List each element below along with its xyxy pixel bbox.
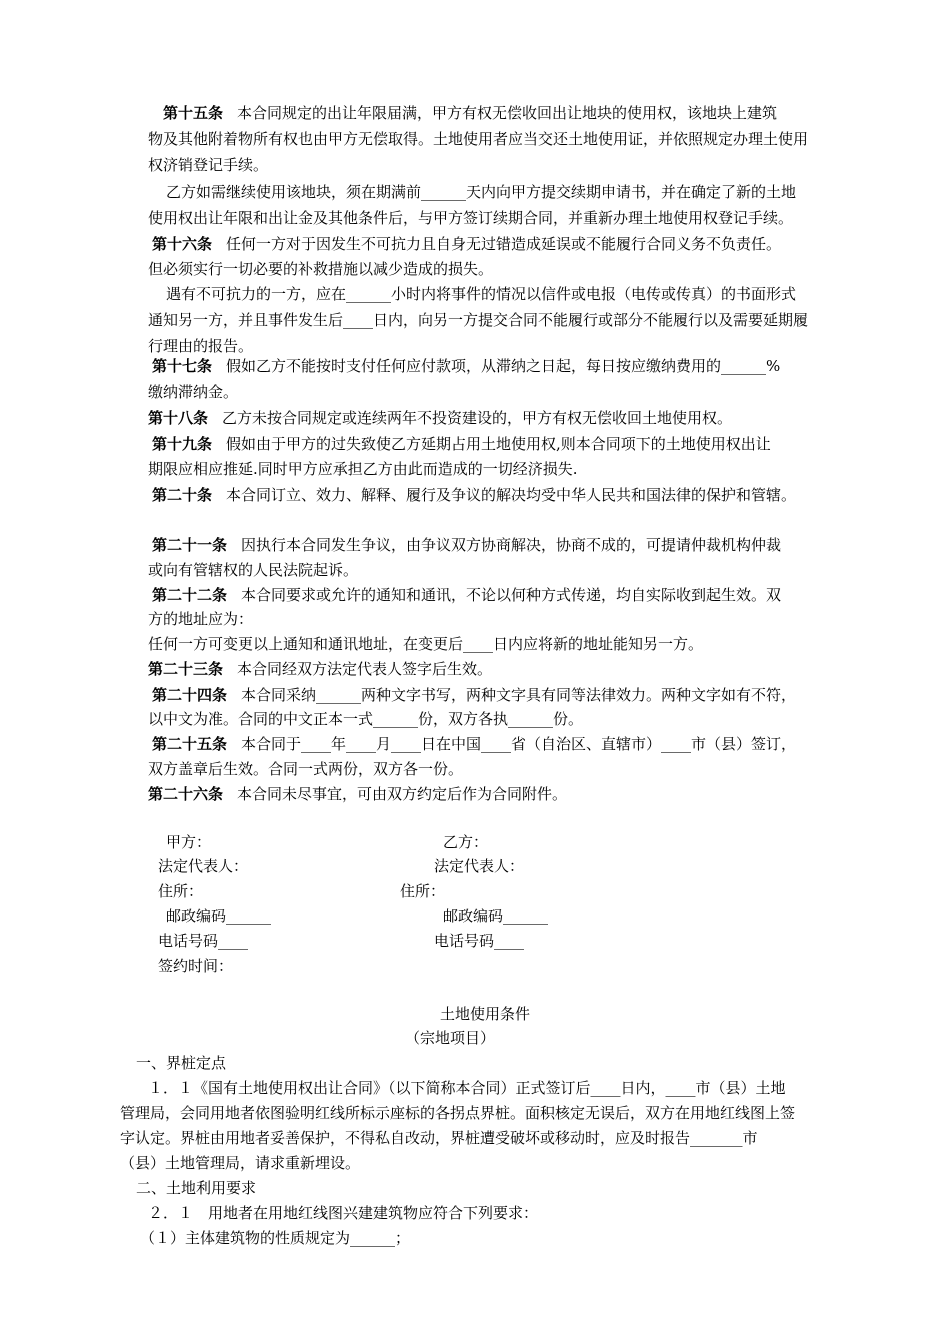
clause-22-title: 第二十二条 bbox=[152, 586, 228, 604]
party-a-phone: 电话号码____ bbox=[158, 932, 249, 950]
clause-21-line-2: 或向有管辖权的人民法院起诉。 bbox=[148, 561, 359, 579]
clause-17-line-2: 缴纳滞纳金。 bbox=[148, 383, 239, 401]
clause-24-line-2: 以中文为准。合同的中文正本一式______份，双方各执______份。 bbox=[148, 710, 584, 728]
clause-26-line-1: 第二十六条 本合同未尽事宜，可由双方约定后作为合同附件。 bbox=[148, 785, 568, 803]
party-b-label: 乙方： bbox=[443, 833, 489, 851]
clause-15b-line-2: 使用权出让年限和出让金及其他条件后，与甲方签订续期合同，并重新办理土地使用权登记手续。 bbox=[148, 209, 794, 227]
party-a-label: 甲方： bbox=[166, 833, 212, 851]
clause-19-line-1: 第十九条 假如由于甲方的过失致使乙方延期占用土地使用权,则本合同项下的土地使用权出让 bbox=[152, 435, 771, 453]
annex-section-2-heading: 二、土地利用要求 bbox=[136, 1179, 257, 1197]
clause-21-line-1: 第二十一条 因执行本合同发生争议，由争议双方协商解决，协商不成的，可提请仲裁机构仲裁 bbox=[152, 536, 782, 554]
clause-21-title: 第二十一条 bbox=[152, 536, 228, 554]
clause-25-line-1: 第二十五条 本合同于____年____月____日在中国____省（自治区、直辖市）____市（县）签订， bbox=[152, 735, 797, 753]
annex-1-1-line-4: （县）土地管理局，请求重新埋设。 bbox=[120, 1154, 361, 1172]
clause-25-title: 第二十五条 bbox=[152, 735, 228, 753]
clause-23-title: 第二十三条 bbox=[148, 660, 224, 678]
clause-15b-line-1: 乙方如需继续使用该地块，须在期满前______天内向甲方提交续期申请书，并在确定了新的土地 bbox=[166, 183, 797, 201]
party-b-address: 住所： bbox=[400, 882, 446, 900]
party-b-postcode: 邮政编码______ bbox=[443, 907, 549, 925]
clause-24-title: 第二十四条 bbox=[152, 686, 228, 704]
clause-17-line-1: 第十七条 假如乙方不能按时支付任何应付款项，从滞纳之日起，每日按应缴纳费用的______% bbox=[152, 357, 781, 375]
annex-1-1-line-1: １．１《国有土地使用权出让合同》（以下简称本合同）正式签订后____日内，____市（县）土地 bbox=[148, 1079, 786, 1097]
clause-16b-line-2: 通知另一方，并且事件发生后____日内，向另一方提交合同不能履行或部分不能履行以及需要延期履 bbox=[148, 311, 809, 329]
clause-20-line-1: 第二十条 本合同订立、效力、解释、履行及争议的解决均受中华人民共和国法律的保护和管辖。 bbox=[152, 486, 797, 504]
clause-23-line-1: 第二十三条 本合同经双方法定代表人签字后生效。 bbox=[148, 660, 493, 678]
clause-16b-line-3: 行理由的报告。 bbox=[148, 337, 254, 355]
annex-2-1: ２．１ 用地者在用地红线图兴建建筑物应符合下列要求： bbox=[148, 1204, 539, 1222]
clause-22-line-2: 方的地址应为： bbox=[148, 610, 254, 628]
clause-22-line-1: 第二十二条 本合同要求或允许的通知和通讯，不论以何种方式传递，均自实际收到起生效。双 bbox=[152, 586, 782, 604]
clause-15-line-2: 物及其他附着物所有权也由甲方无偿取得。土地使用者应当交还土地使用证，并依照规定办理土使用 bbox=[148, 130, 809, 148]
clause-19-line-2: 期限应相应推延.同时甲方应承担乙方由此而造成的一切经济损失. bbox=[148, 460, 578, 478]
annex-subtitle: （宗地项目） bbox=[405, 1029, 496, 1047]
clause-16-line-1: 第十六条 任何一方对于因发生不可抗力且自身无过错造成延误或不能履行合同义务不负责任。 bbox=[152, 235, 782, 253]
annex-1-1-line-2: 管理局，会同用地者依图验明红线所标示座标的各拐点界桩。面积核定无误后，双方在用地红线图上签 bbox=[120, 1104, 796, 1122]
signing-date: 签约时间： bbox=[158, 957, 234, 975]
annex-2-1-1: （１）主体建筑物的性质规定为______； bbox=[140, 1229, 411, 1247]
clause-16-line-2: 但必须实行一切必要的补救措施以减少造成的损失。 bbox=[148, 260, 494, 278]
clause-15-line-1: 第十五条 本合同规定的出让年限届满，甲方有权无偿收回出让地块的使用权，该地块上建筑 bbox=[163, 104, 778, 122]
party-a-address: 住所： bbox=[158, 882, 204, 900]
clause-17-title: 第十七条 bbox=[152, 357, 213, 375]
party-a-postcode: 邮政编码______ bbox=[166, 907, 272, 925]
clause-22b-line-1: 任何一方可变更以上通知和通讯地址，在变更后____日内应将新的地址能知另一方。 bbox=[148, 635, 704, 653]
party-b-representative: 法定代表人： bbox=[434, 857, 525, 875]
clause-25-line-2: 双方盖章后生效。合同一式两份，双方各一份。 bbox=[148, 760, 464, 778]
clause-18-title: 第十八条 bbox=[148, 409, 209, 427]
clause-15-title: 第十五条 bbox=[163, 104, 224, 122]
clause-26-title: 第二十六条 bbox=[148, 785, 224, 803]
annex-title: 土地使用条件 bbox=[440, 1005, 531, 1023]
annex-1-1-line-3: 字认定。界桩由用地者妥善保护，不得私自改动，界桩遭受破坏或移动时，应及时报告_______市 bbox=[120, 1129, 758, 1147]
party-a-representative: 法定代表人： bbox=[158, 857, 249, 875]
clause-15-line-3: 权济销登记手续。 bbox=[148, 156, 269, 174]
clause-20-title: 第二十条 bbox=[152, 486, 213, 504]
party-b-phone: 电话号码____ bbox=[434, 932, 525, 950]
clause-16b-line-1: 遇有不可抗力的一方，应在______小时内将事件的情况以信件或电报（电传或传真）的书面形式 bbox=[166, 285, 797, 303]
clause-16-title: 第十六条 bbox=[152, 235, 213, 253]
clause-24-line-1: 第二十四条 本合同采纳______两种文字书写，两种文字具有同等法律效力。两种文字如有不符， bbox=[152, 686, 797, 704]
annex-section-1-heading: 一、界桩定点 bbox=[136, 1054, 227, 1072]
clause-18-line-1: 第十八条 乙方未按合同规定或连续两年不投资建设的，甲方有权无偿收回土地使用权。 bbox=[148, 409, 733, 427]
clause-19-title: 第十九条 bbox=[152, 435, 213, 453]
